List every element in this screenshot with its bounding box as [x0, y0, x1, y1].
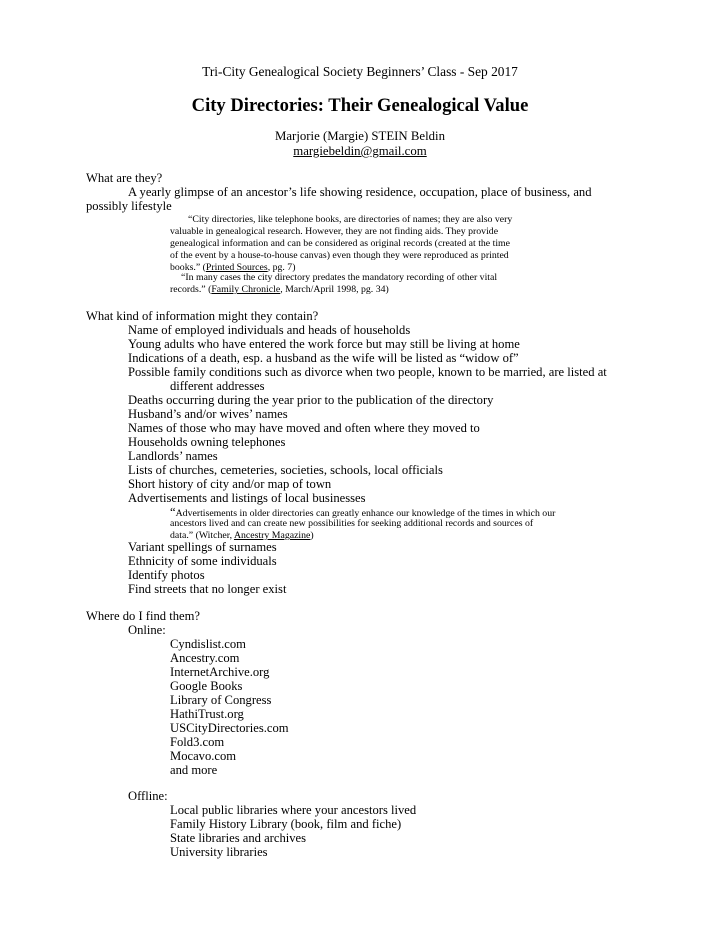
list-item: Variant spellings of surnames [128, 540, 277, 554]
quote-line: “City directories, like telephone books, are directories of names; they are also very [188, 214, 513, 225]
section-heading-what-are-they: What are they? [86, 171, 163, 185]
quote-line: valuable in genealogical research. However, they are not finding aids. They provide [170, 226, 499, 237]
list-item: USCityDirectories.com [170, 721, 289, 735]
list-item: Fold3.com [170, 735, 225, 749]
course-header: Tri-City Genealogical Society Beginners’ Class - Sep 2017 [202, 64, 518, 79]
list-item: Local public libraries where your ancestors lived [170, 803, 417, 817]
quote-text: ) [310, 530, 314, 541]
section1-intro-line: A yearly glimpse of an ancestor’s life showing residence, occupation, place of business, and [128, 185, 592, 199]
source-title-ancestry-magazine: Ancestry Magazine [233, 530, 311, 541]
quote-line: “In many cases the city directory predates the mandatory recording of other vital [181, 272, 498, 283]
quote-line: ancestors lived and can create new possibilities for seeking additional records and sources of [170, 518, 534, 529]
quote-text: books.” ( [170, 262, 206, 273]
list-item: Households owning telephones [128, 435, 286, 449]
offline-label: Offline: [128, 789, 168, 803]
list-item: Library of Congress [170, 693, 272, 707]
content-list [128, 323, 607, 505]
list-item: InternetArchive.org [170, 665, 270, 679]
list-item: Advertisements and listings of local businesses [128, 491, 366, 505]
list-item: State libraries and archives [170, 831, 307, 845]
source-title-family-chronicle: Family Chronicle [211, 284, 281, 295]
quote-text: Advertisements in older directories can greatly enhance our knowledge of the times in which our [175, 508, 556, 519]
quote-text: data.” (Witcher, [170, 530, 234, 541]
list-item: Find streets that no longer exist [128, 582, 287, 596]
quote-text: , pg. 7) [267, 262, 296, 273]
list-item: Family History Library (book, film and fiche) [170, 817, 402, 831]
list-item: University libraries [170, 845, 268, 859]
source-title-printed-sources: Printed Sources [205, 262, 268, 273]
list-item: Names of those who may have moved and often where they moved to [128, 421, 480, 435]
list-item: and more [170, 763, 218, 777]
offline-sources-list [170, 803, 416, 859]
quote-open-mark: “ [170, 505, 176, 519]
quote-text: , March/April 1998, pg. 34) [280, 284, 389, 295]
list-item: HathiTrust.org [170, 707, 244, 721]
list-item: different addresses [170, 379, 265, 393]
list-item: Landlords’ names [128, 449, 218, 463]
online-label: Online: [128, 623, 166, 637]
online-sources-list [170, 637, 289, 777]
quote-line [170, 284, 389, 295]
section-heading-where: Where do I find them? [86, 609, 200, 623]
author-name: Marjorie (Margie) STEIN Beldin [275, 129, 445, 143]
list-item: Indications of a death, esp. a husband as the wife will be listed as “widow of” [128, 351, 519, 365]
quote-text: records.” ( [170, 284, 212, 295]
list-item: Short history of city and/or map of town [128, 477, 332, 491]
list-item: Name of employed individuals and heads of households [128, 323, 411, 337]
list-item: Husband’s and/or wives’ names [128, 407, 288, 421]
list-item: Identify photos [128, 568, 205, 582]
page-title: City Directories: Their Genealogical Value [191, 95, 529, 116]
list-item: Young adults who have entered the work force but may still be living at home [128, 337, 520, 351]
list-item: Lists of churches, cemeteries, societies, schools, local officials [128, 463, 443, 477]
list-item: Deaths occurring during the year prior to the publication of the directory [128, 393, 494, 407]
list-item: Ethnicity of some individuals [128, 554, 277, 568]
list-item: Possible family conditions such as divorce when two people, known to be married, are listed at [128, 365, 607, 379]
author-email-link[interactable]: margiebeldin@gmail.com [293, 144, 427, 158]
quote-line: of the event by a house-to-house canvas) even though they were reproduced as printed [170, 250, 509, 261]
list-item: Mocavo.com [170, 749, 237, 763]
content-list [128, 540, 286, 596]
list-item: Google Books [170, 679, 243, 693]
section-heading-what-kind: What kind of information might they contain? [86, 309, 319, 323]
section1-intro-line: possibly lifestyle [86, 199, 172, 213]
list-item: Cyndislist.com [170, 637, 246, 651]
list-item: Ancestry.com [170, 651, 240, 665]
quote-line: genealogical information and can be considered as original records (created at the time [170, 238, 511, 249]
